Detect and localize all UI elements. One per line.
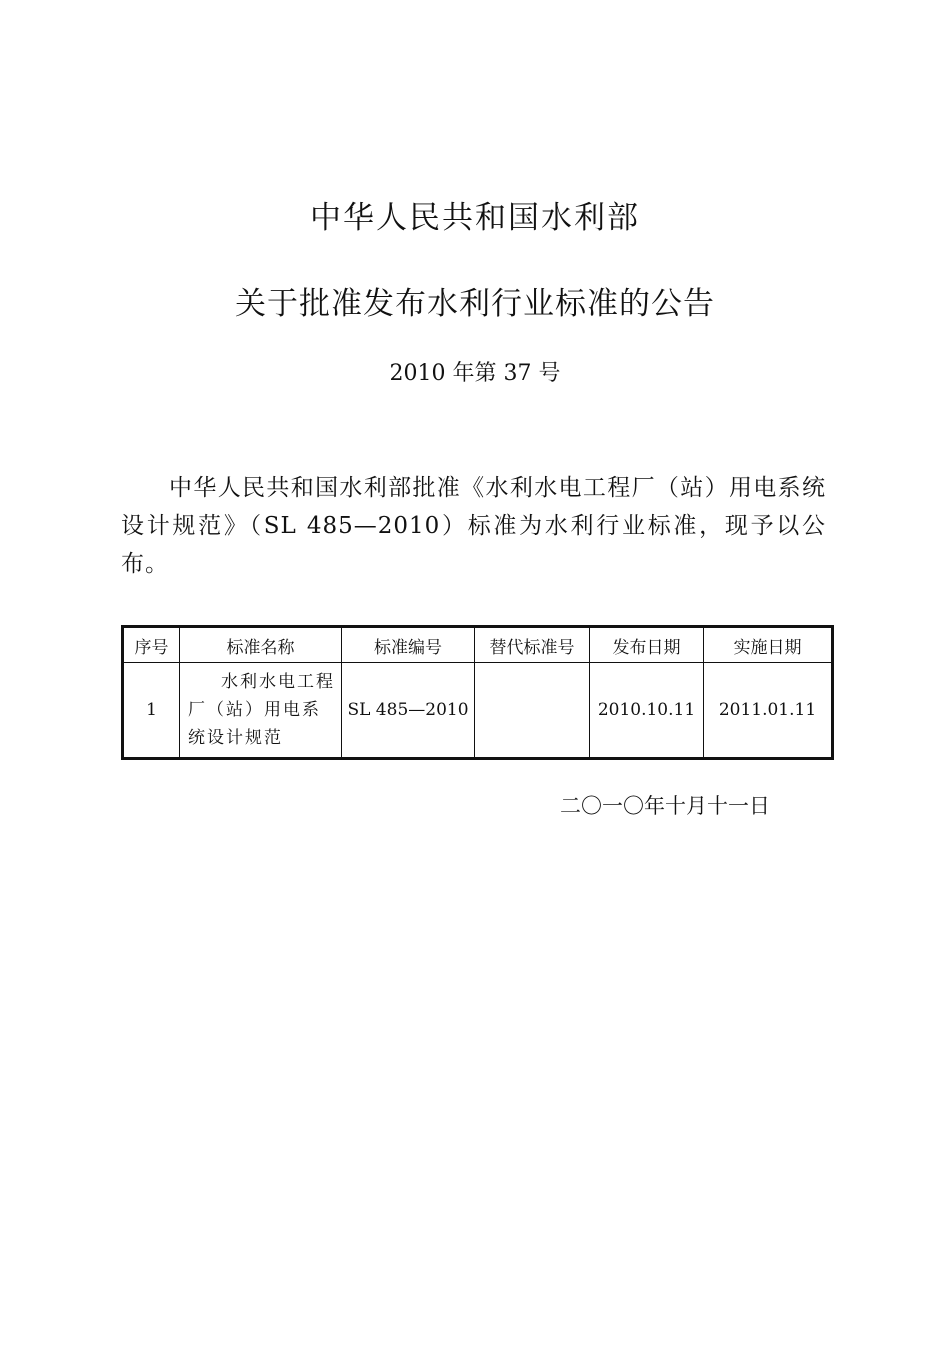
- cell-code: SL 485—2010: [342, 663, 475, 759]
- cell-publish-date: 2010.10.11: [590, 663, 704, 759]
- announcement-title: 关于批准发布水利行业标准的公告: [235, 286, 715, 322]
- cell-name-line: 水利水电工程: [221, 672, 335, 692]
- cell-effective-date: 2011.01.11: [704, 663, 833, 759]
- header-code: 标准编号: [342, 627, 475, 663]
- header-name: 标准名称: [180, 627, 342, 663]
- document-number: 2010 年第 37 号: [389, 361, 561, 386]
- cell-name-line: 统设计规范: [188, 728, 283, 748]
- cell-name-line: 厂（站）用电系: [188, 700, 321, 720]
- header-index: 序号: [123, 627, 180, 663]
- table-row: [123, 663, 833, 759]
- header-effective-date: 实施日期: [704, 627, 833, 663]
- cell-index: 1: [123, 663, 180, 759]
- standards-table: [121, 625, 834, 760]
- cell-replaces: [475, 663, 590, 759]
- table-header-row: [123, 627, 833, 663]
- header-replaces: 替代标准号: [475, 627, 590, 663]
- signing-date: 二〇一〇年十月十一日: [560, 794, 770, 818]
- header-publish-date: 发布日期: [590, 627, 704, 663]
- cell-name: [180, 663, 342, 759]
- ministry-heading: 中华人民共和国水利部: [310, 200, 640, 236]
- announcement-paragraph: 中华人民共和国水利部批准《水利水电工程厂（站）用电系统设计规范》（SL 485—2010）标准为水利行业标准，现予以公布。: [121, 475, 826, 577]
